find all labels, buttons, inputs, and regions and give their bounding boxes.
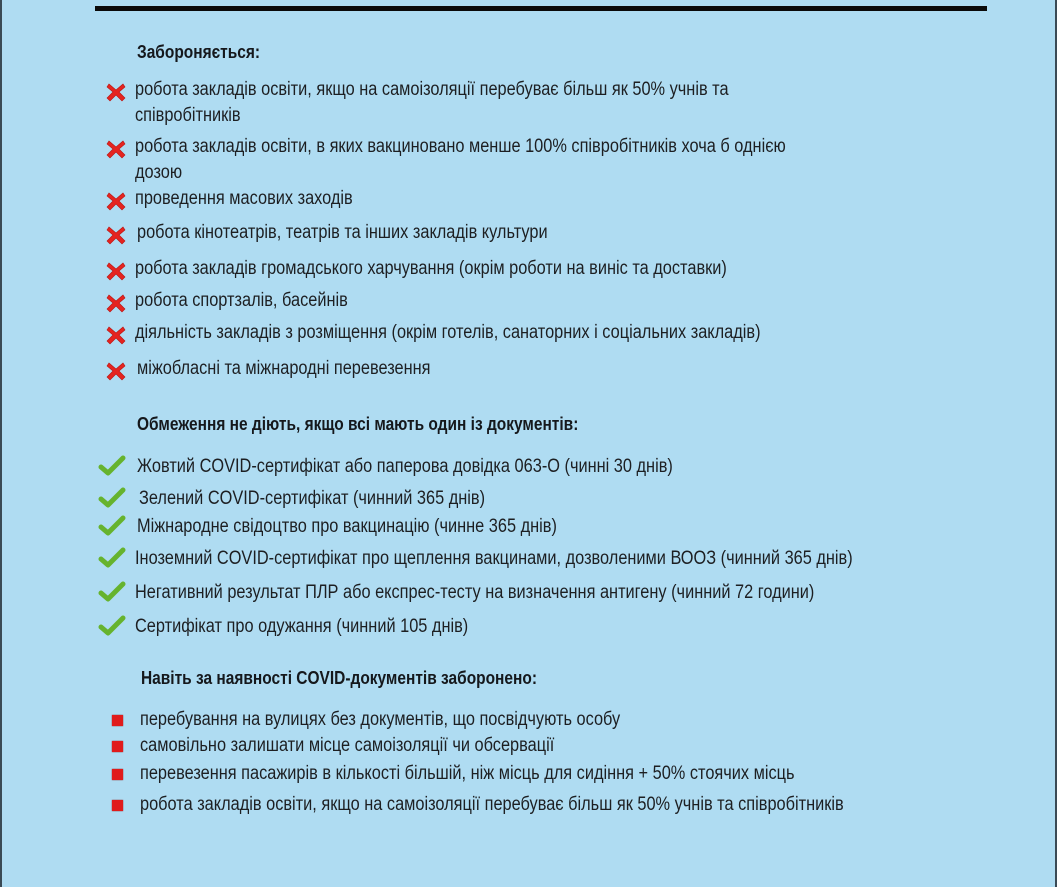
- exemption-item: [137, 514, 625, 540]
- checkmark-icon: [98, 581, 126, 603]
- prohibited-item: [135, 134, 892, 186]
- prohibited-item: [135, 320, 862, 346]
- square-bullet-icon: [112, 715, 123, 726]
- exemption-item: [135, 580, 925, 606]
- prohibited-item-text: робота спортзалів, басейнів: [135, 290, 348, 311]
- exemption-item: [135, 546, 970, 572]
- cross-icon: [105, 360, 127, 382]
- exemption-item-text: Іноземний COVID-сертифікат про щеплення вакцинами, дозволеними ВООЗ (чинний 365 днів): [135, 548, 853, 569]
- exemption-item-text: Зелений COVID-сертифікат (чинний 365 днів): [139, 488, 486, 509]
- prohibited-heading: Забороняється:: [137, 42, 261, 62]
- exemptions-heading: Обмеження не діють, якщо всі мають один із документів:: [137, 414, 579, 434]
- always-prohibited-item-text: робота закладів освіти, якщо на самоізоляції перебуває більш як 50% учнів та співробітників: [140, 794, 844, 815]
- prohibited-item: [135, 288, 382, 314]
- always-prohibited-item: [140, 792, 958, 818]
- cross-icon: [105, 190, 127, 212]
- cross-icon: [105, 324, 127, 346]
- checkmark-icon: [98, 487, 126, 509]
- top-divider: [95, 6, 987, 11]
- exemption-item-text: Сертифікат про одужання (чинний 105 днів): [135, 616, 469, 637]
- prohibited-item-text: діяльність закладів з розміщення (окрім готелів, санаторних і соціальних закладів): [135, 322, 761, 343]
- exemption-item-text: Негативний результат ПЛР або експрес-тесту на визначення антигену (чинний 72 години): [135, 582, 815, 603]
- square-bullet-icon: [112, 769, 123, 780]
- prohibited-item-text: робота кінотеатрів, театрів та інших закладів культури: [137, 222, 548, 243]
- prohibited-item: [135, 77, 825, 129]
- prohibited-item-text-cont: співробітників: [135, 105, 241, 126]
- checkmark-icon: [98, 455, 126, 477]
- square-bullet-icon: [112, 741, 123, 752]
- exemption-item: [139, 486, 541, 512]
- cross-icon: [105, 81, 127, 103]
- prohibited-item: [135, 186, 388, 212]
- cross-icon: [105, 224, 127, 246]
- prohibited-item: [137, 220, 614, 246]
- cross-icon: [105, 292, 127, 314]
- exemption-item-text: Міжнародне свідоцтво про вакцинацію (чинне 365 днів): [137, 516, 557, 537]
- exemption-item: [135, 614, 522, 640]
- prohibited-item-text: робота закладів освіти, в яких вакциновано менше 100% співробітників хоча б однією: [135, 136, 786, 157]
- prohibited-item: [137, 356, 478, 382]
- cross-icon: [105, 260, 127, 282]
- exemption-item-text: Жовтий COVID-сертифікат або паперова довідка 063-О (чинні 30 днів): [137, 456, 673, 477]
- checkmark-icon: [98, 547, 126, 569]
- always-prohibited-item: [140, 761, 901, 787]
- cross-icon: [105, 138, 127, 160]
- always-prohibited-item: [140, 707, 698, 733]
- prohibited-item-text: міжобласні та міжнародні перевезення: [137, 358, 431, 379]
- always-prohibited-item: [140, 733, 622, 759]
- always-prohibited-item-text: перевезення пасажирів в кількості більшій, ніж місць для сидіння + 50% стоячих місць: [140, 763, 795, 784]
- always-prohibited-heading: Навіть за наявності COVID-документів заборонено:: [141, 668, 537, 688]
- checkmark-icon: [98, 615, 126, 637]
- prohibited-item-text: робота закладів громадського харчування (окрім роботи на виніс та доставки): [135, 258, 727, 279]
- square-bullet-icon: [112, 800, 123, 811]
- prohibited-item-text: робота закладів освіти, якщо на самоізоляції перебуває більш як 50% учнів та: [135, 79, 729, 100]
- always-prohibited-item-text: самовільно залишати місце самоізоляції чи обсервації: [140, 735, 555, 756]
- exemption-item: [137, 454, 760, 480]
- always-prohibited-item-text: перебування на вулицях без документів, що посвідчують особу: [140, 709, 621, 730]
- checkmark-icon: [98, 515, 126, 537]
- prohibited-item-text-cont: дозою: [135, 162, 183, 183]
- prohibited-item: [135, 256, 823, 282]
- prohibited-item-text: проведення масових заходів: [135, 188, 353, 209]
